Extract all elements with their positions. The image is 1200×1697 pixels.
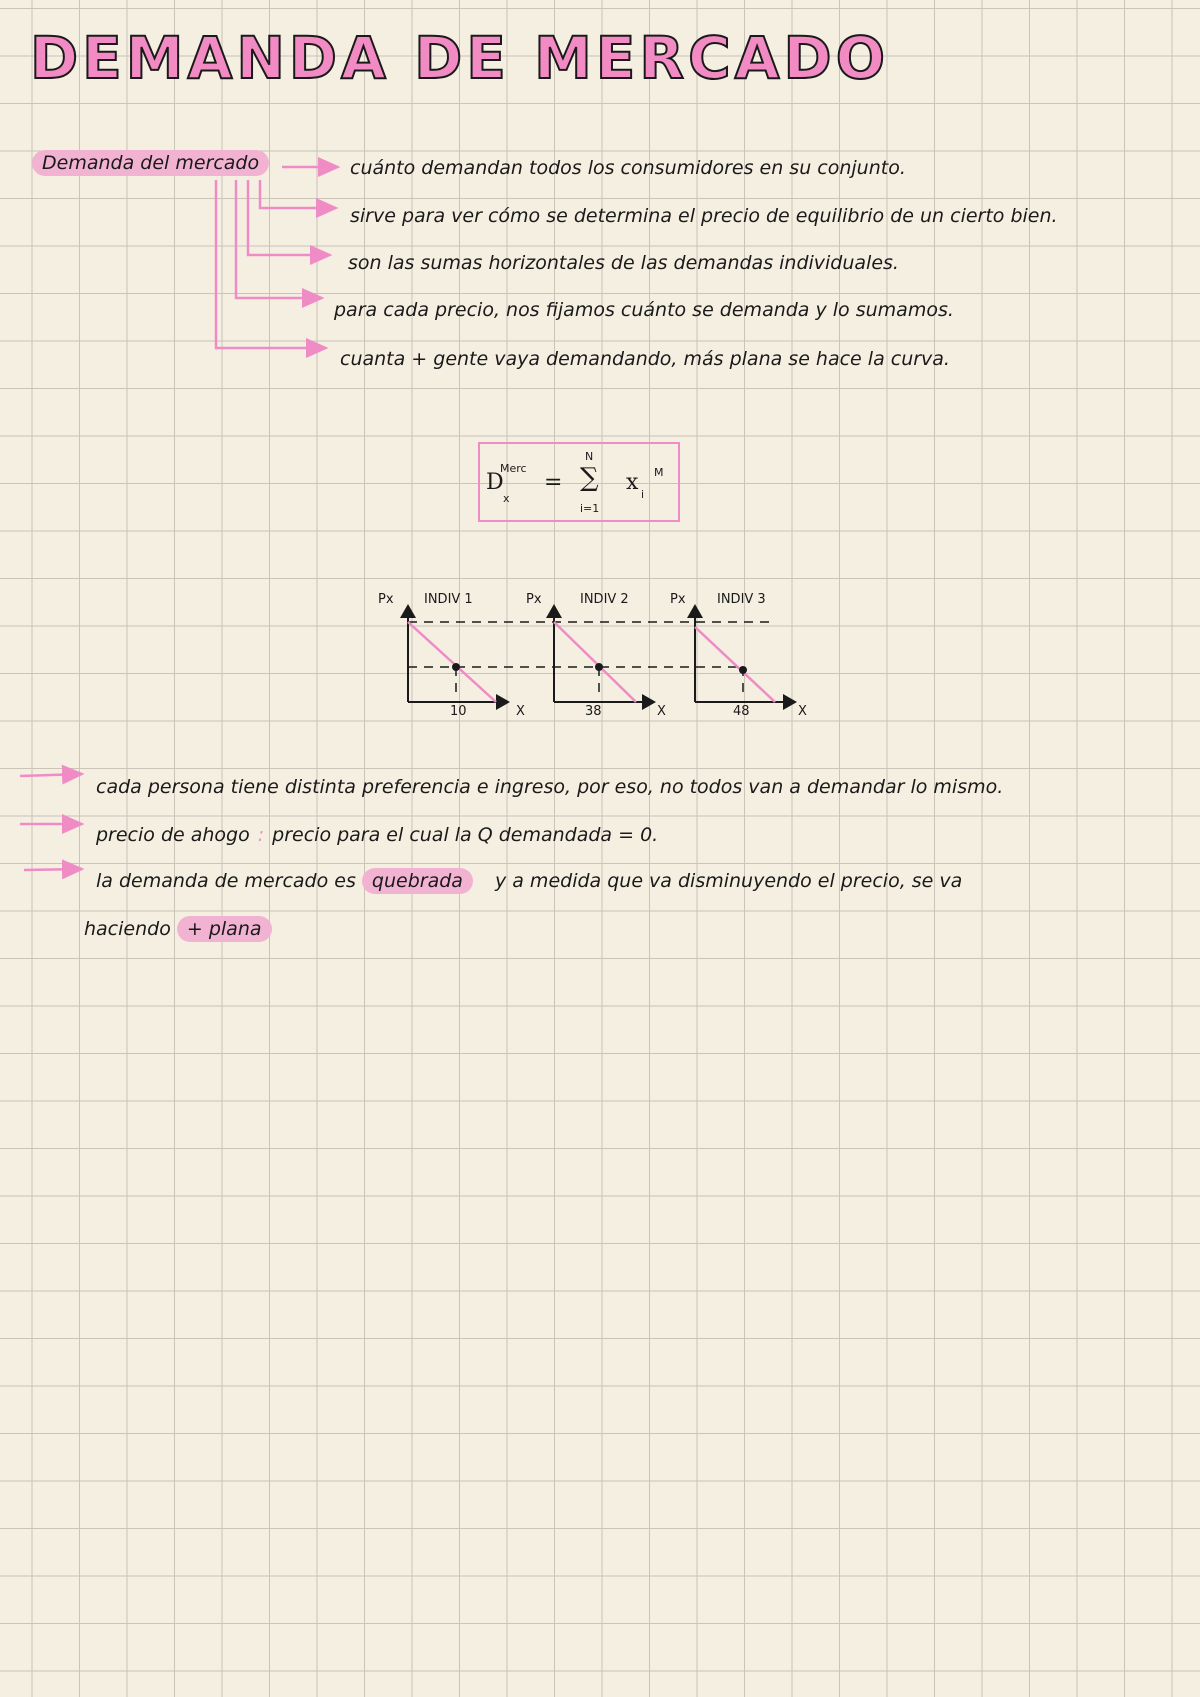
graph1-title: INDIV 1: [424, 592, 473, 607]
note-1: cada persona tiene distinta preferencia e ingreso, por eso, no todos van a demandar lo mismo.: [96, 776, 1004, 798]
graph3-xlabel: X: [798, 704, 807, 719]
graph2-title: INDIV 2: [580, 592, 629, 607]
note-2: [96, 824, 658, 846]
formula-upper: N: [585, 450, 594, 463]
graph1-value: 10: [450, 704, 467, 719]
note-4: [84, 918, 272, 940]
concept-point-4: para cada precio, nos fijamos cuánto se demanda y lo sumamos.: [334, 299, 954, 321]
graph2-demand-line: [554, 622, 636, 702]
note-2-definition: precio para el cual la Q demandada = 0.: [272, 824, 659, 846]
note-4-start: haciendo: [84, 918, 171, 940]
page-title: DEMANDA DE MERCADO: [30, 24, 889, 92]
graph3-title: INDIV 3: [717, 592, 766, 607]
graph2-ylabel: Px: [526, 592, 542, 607]
formula-term-sup: M: [654, 466, 664, 479]
note-3: [96, 870, 962, 892]
note-3-end: y a medida que va disminuyendo el precio, se va: [494, 870, 963, 892]
graph3-ylabel: Px: [670, 592, 686, 607]
graph3-value: 48: [733, 704, 750, 719]
formula-lhs-sub: x: [503, 492, 510, 505]
graph3-demand-line: [695, 627, 775, 702]
graph1-point: [452, 663, 460, 671]
note-2-term: precio de ahogo: [96, 824, 250, 846]
graph1-xlabel: X: [516, 704, 525, 719]
graph2-point: [595, 663, 603, 671]
concept-point-1: cuánto demandan todos los consumidores en su conjunto.: [350, 157, 906, 179]
formula-lower: i=1: [580, 502, 600, 515]
note-2-colon: :: [257, 824, 265, 846]
note-4-highlight: + plana: [177, 916, 272, 942]
formula-term: x: [626, 470, 639, 495]
graph1-ylabel: Px: [378, 592, 394, 607]
concept-point-2: sirve para ver cómo se determina el precio de equilibrio de un cierto bien.: [350, 205, 1058, 227]
formula-lhs: D: [486, 470, 504, 495]
concept-point-3: son las sumas horizontales de las demandas individuales.: [348, 252, 899, 274]
formula-term-sub: i: [641, 488, 645, 501]
graph2-value: 38: [585, 704, 602, 719]
graph2-xlabel: X: [657, 704, 666, 719]
note-3-highlight: quebrada: [362, 868, 473, 894]
sum-symbol: ∑: [580, 463, 599, 493]
note-3-start: la demanda de mercado es: [96, 870, 356, 892]
formula-equals: =: [544, 470, 563, 495]
concept-label: Demanda del mercado: [32, 150, 269, 176]
graph3-point: [739, 666, 747, 674]
concept-point-5: cuanta + gente vaya demandando, más plana se hace la curva.: [340, 348, 950, 370]
formula-lhs-sup: Merc: [500, 462, 527, 475]
graph1-demand-line: [408, 622, 496, 702]
